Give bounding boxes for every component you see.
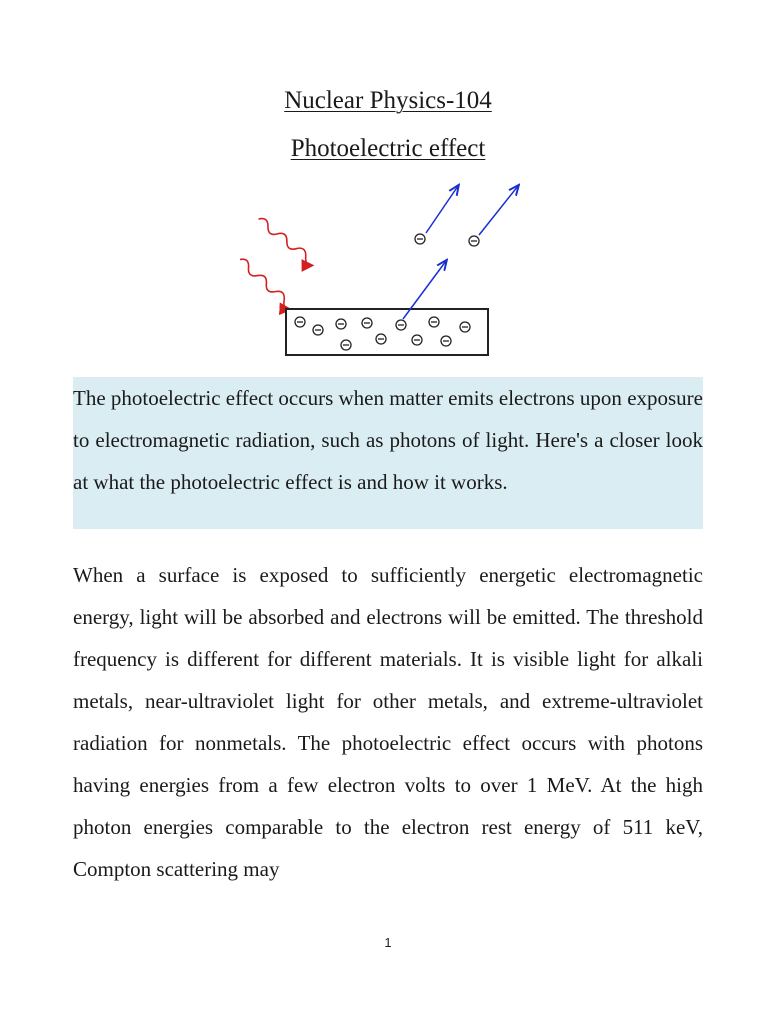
document-title: Nuclear Physics-104 xyxy=(284,87,492,114)
electron-6 xyxy=(429,317,439,327)
electron-2 xyxy=(313,325,323,335)
electron-10 xyxy=(412,335,422,345)
electron-9 xyxy=(376,334,386,344)
document-subtitle: Photoelectric effect xyxy=(290,135,486,162)
photon-wave-1 xyxy=(255,216,316,266)
photon-wave-2 xyxy=(240,257,294,311)
intro-paragraph: The photoelectric effect occurs when matter emits electrons upon exposure to electromagnetic radiation, such as photons of light. Here's a closer look at what the photoelectric effect is and how it works. xyxy=(73,377,703,529)
emitted-electron-2 xyxy=(469,236,479,246)
electron-7 xyxy=(460,322,470,332)
electron-8 xyxy=(341,340,351,350)
emitted-electron-1 xyxy=(415,234,425,244)
electron-path-2 xyxy=(426,186,458,233)
photoelectric-diagram xyxy=(240,176,530,366)
page-number: 1 xyxy=(384,935,392,950)
electron-3 xyxy=(336,319,346,329)
body-paragraph: When a surface is exposed to sufficiently energetic electromagnetic energy, light will be absorbed and electrons will be emitted. The threshold frequency is different for different materials. It is visible light for alkali metals, near-ultraviolet light for other metals, and extreme-ultraviolet radiation for nonmetals. The photoelectric effect occurs with photons having energies from a few electron volts to over 1 MeV. At the high photon energies comparable to the electron rest energy of 511 keV, Compton scattering may xyxy=(73,563,703,881)
electron-11 xyxy=(441,336,451,346)
emitted-electrons xyxy=(415,234,479,246)
electron-path-3 xyxy=(479,186,518,235)
electron-5 xyxy=(396,320,406,330)
electron-1 xyxy=(295,317,305,327)
electron-4 xyxy=(362,318,372,328)
